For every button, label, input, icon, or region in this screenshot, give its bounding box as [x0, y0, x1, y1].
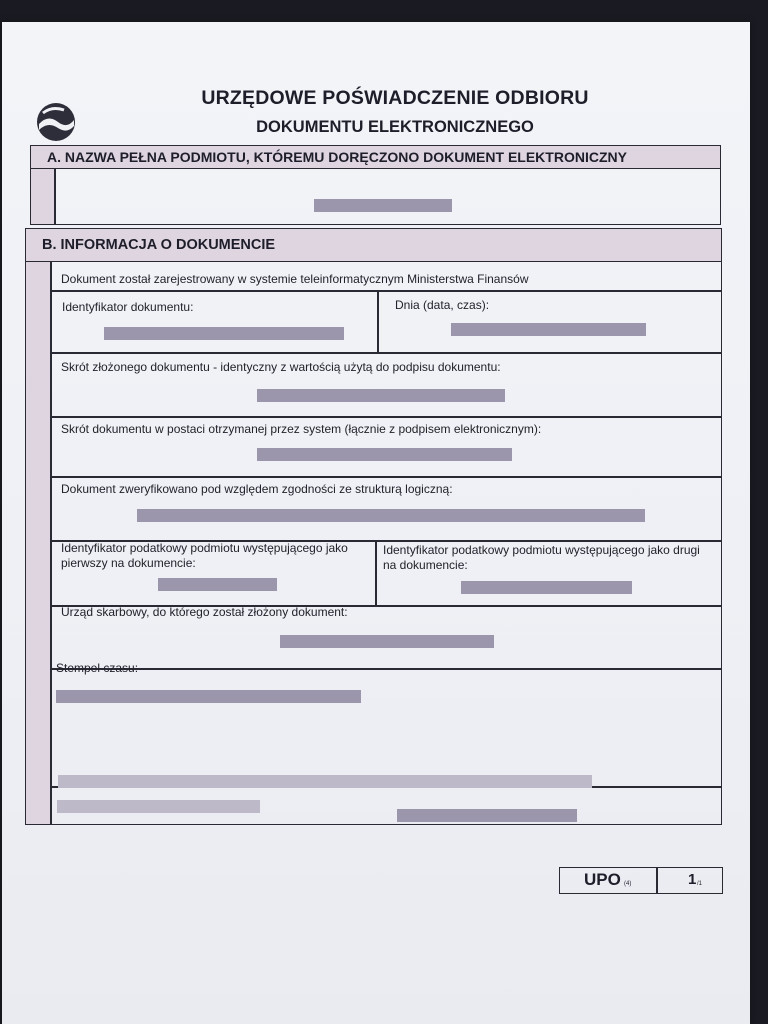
section-a-inner-divider	[54, 168, 56, 225]
redacted-timestamp-line4	[397, 809, 577, 822]
redacted-document-id	[104, 327, 344, 340]
row6-col-divider	[375, 540, 377, 605]
redacted-verification-result	[137, 509, 645, 522]
tax-id-second-label: Identyfikator podatkowy podmiotu występującego jako drugi na dokumencie:	[383, 543, 700, 572]
tax-id-first-label: Identyfikator podatkowy podmiotu występującego jako pierwszy na dokumencie:	[61, 541, 348, 570]
section-b-heading: B. INFORMACJA O DOKUMENCIE	[25, 228, 722, 262]
title-line2: DOKUMENTU ELEKTRONICZNEGO	[256, 118, 534, 136]
row-divider-3	[50, 416, 722, 418]
redacted-timestamp-line2	[58, 775, 592, 788]
row1-col-divider	[377, 290, 379, 352]
row-divider-4	[50, 476, 722, 478]
redacted-signed-hash	[257, 389, 505, 402]
redacted-date-time	[451, 323, 646, 336]
form-code-divider	[656, 867, 658, 894]
signed-hash-label: Skrót złożonego dokumentu - identyczny z wartością użytą do podpisu dokumentu:	[61, 360, 501, 374]
form-code: UPO	[584, 870, 621, 889]
redacted-received-hash	[257, 448, 512, 461]
row-divider-2	[50, 352, 722, 354]
redacted-timestamp-line1	[56, 690, 361, 703]
row-divider-7	[50, 668, 722, 670]
redacted-tax-office	[280, 635, 494, 648]
redacted-tax-id-first	[158, 578, 277, 591]
title-line1: URZĘDOWE POŚWIADCZENIE ODBIORU	[201, 87, 589, 109]
section-a-frame	[30, 145, 721, 225]
structure-verified-label: Dokument zweryfikowano pod względem zgodności ze strukturą logiczną:	[61, 482, 453, 496]
tax-office-label: Urząd skarbowy, do którego został złożony dokument:	[61, 605, 348, 619]
received-hash-label: Skrót dokumentu w postaci otrzymanej przez system (łącznie z podpisem elektronicznym):	[61, 422, 542, 436]
document-id-label: Identyfikator dokumentu:	[62, 300, 194, 314]
page-number: 1	[688, 871, 697, 888]
registration-intro: Dokument został zarejestrowany w systemie teleinformatycznym Ministerstwa Finansów	[61, 272, 529, 286]
section-b-frame	[25, 228, 722, 825]
timestamp-label: Stempel czasu:	[56, 661, 139, 675]
row-divider-1	[50, 290, 722, 292]
form-variant: (4)	[624, 881, 632, 887]
redacted-timestamp-line3	[57, 800, 260, 813]
ministry-logo-icon	[34, 100, 78, 144]
page-total: /1	[697, 881, 703, 887]
redacted-tax-id-second	[461, 581, 632, 594]
redacted-entity-name	[314, 199, 452, 212]
section-a-heading: A. NAZWA PEŁNA PODMIOTU, KTÓREMU DORĘCZONO DOKUMENT ELEKTRONICZNY	[30, 145, 721, 169]
section-b-left-rule	[50, 261, 52, 825]
date-time-label: Dnia (data, czas):	[395, 298, 490, 312]
